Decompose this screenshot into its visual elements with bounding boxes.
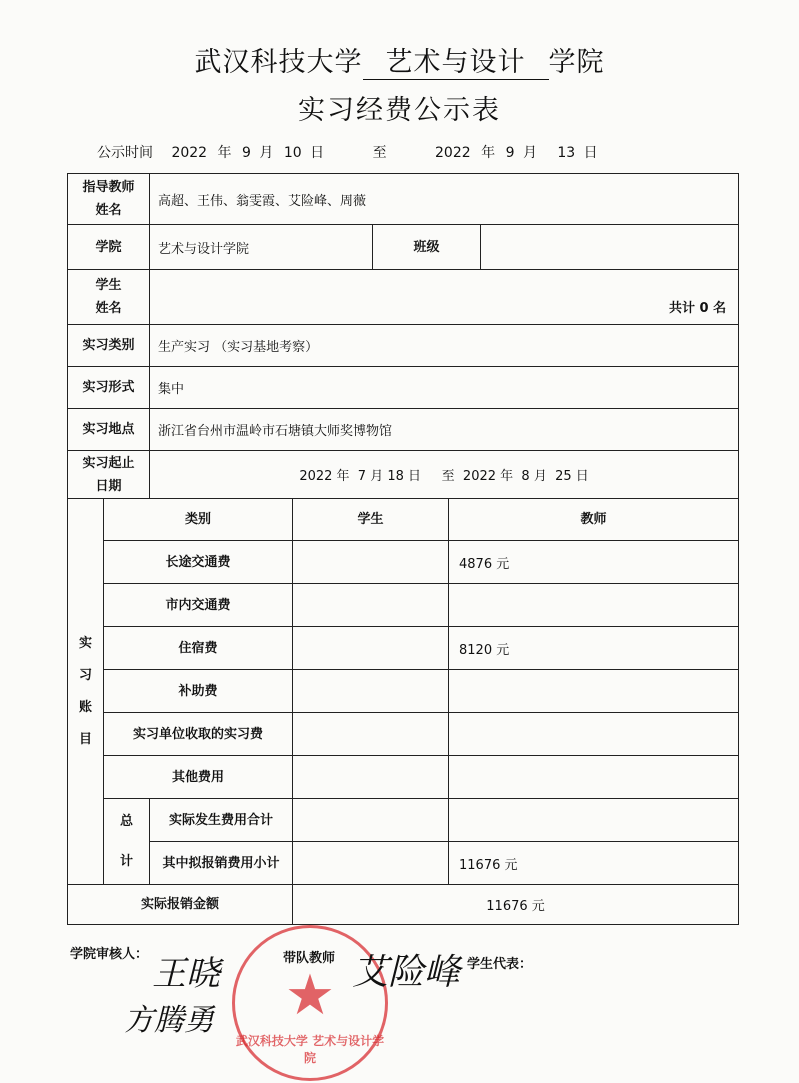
row-name-unit-fee: 实习单位收取的实习费: [104, 713, 293, 756]
row-teacher-value: [449, 670, 739, 713]
student-total: 共计 0 名: [150, 270, 739, 325]
place-label: 实习地点: [68, 409, 150, 451]
row-student-value: [293, 842, 449, 885]
leader-label: 带队教师: [283, 951, 336, 966]
side-char-2: 习: [78, 667, 92, 683]
student-row: [68, 270, 739, 325]
class-label: 班级: [373, 225, 481, 270]
row-student-value: [293, 584, 449, 627]
accounts-header-row: [68, 499, 739, 541]
table-row: [68, 670, 739, 713]
row-teacher-value: [449, 713, 739, 756]
table-row: [68, 627, 739, 670]
col-student: 学生: [293, 499, 449, 541]
dates-label-line1: 实习起止: [82, 455, 135, 471]
unit-month-2: 月: [522, 145, 537, 161]
publicity-period: [97, 142, 598, 162]
from-year: 2022: [171, 145, 208, 161]
table-row: [68, 584, 739, 627]
teacher-label: [68, 174, 150, 225]
to-day: 13: [557, 145, 576, 161]
from-month: 9: [242, 145, 251, 161]
total-side-label: [104, 799, 150, 885]
college-row: [68, 225, 739, 270]
form-row: [68, 367, 739, 409]
row-teacher-value: [449, 584, 739, 627]
leader-signature: 艾险峰: [352, 952, 461, 993]
row-name-long-distance: 长途交通费: [104, 541, 293, 584]
expense-form-table: [67, 173, 739, 925]
teacher-label-line1: 指导教师: [82, 180, 135, 195]
teacher-row: [68, 174, 739, 225]
row-student-value: [293, 627, 449, 670]
unit-year-2: 年: [481, 145, 496, 161]
row-teacher-value: 8120 元: [449, 627, 739, 670]
table-row: [68, 842, 739, 885]
to-word: 至: [372, 145, 387, 161]
student-label-line1: 学生: [95, 278, 122, 293]
side-char-3: 账: [78, 699, 92, 715]
table-row: [68, 541, 739, 584]
accounts-side-label: [68, 499, 104, 885]
to-month: 9: [505, 145, 515, 161]
type-row: [68, 325, 739, 367]
college-suffix: 学院: [548, 47, 605, 78]
to-year: 2022: [435, 145, 471, 161]
col-category: 类别: [104, 499, 293, 541]
type-label: 实习类别: [68, 325, 150, 367]
reimburse-label: 实际报销金额: [68, 885, 293, 925]
row-teacher-value: [449, 799, 739, 842]
row-student-value: [293, 541, 449, 584]
stamp-text: 武汉科技大学 艺术与设计学院: [235, 1034, 385, 1065]
total-char-2: 计: [119, 853, 133, 869]
form-title-line: [0, 40, 799, 80]
place-row: [68, 409, 739, 451]
form-title: 实习经费公示表: [298, 95, 501, 126]
from-day: 10: [283, 145, 302, 161]
college-label: 学院: [68, 225, 150, 270]
student-rep-label: 学生代表：: [467, 957, 533, 972]
unit-day: 日: [310, 145, 325, 161]
place-value: 浙江省台州市温岭市石塘镇大师奖博物馆: [150, 409, 739, 451]
auditor-label: 学院审核人：: [70, 947, 149, 962]
row-name-local-transport: 市内交通费: [104, 584, 293, 627]
dates-value: 2022 年 7 月 18 日 至 2022 年 8 月 25 日: [150, 451, 739, 499]
college-value: 艺术与设计学院: [150, 225, 373, 270]
col-teacher: 教师: [449, 499, 739, 541]
total-char-1: 总: [119, 813, 133, 829]
auditor-signature-2: 方腾勇: [124, 1003, 214, 1038]
dates-row: [68, 451, 739, 499]
unit-year: 年: [217, 145, 232, 161]
table-row: [68, 713, 739, 756]
student-label-line2: 姓名: [95, 301, 122, 316]
row-student-value: [293, 670, 449, 713]
side-char-1: 实: [78, 635, 92, 651]
dates-label: [68, 451, 150, 499]
table-row: [68, 799, 739, 842]
teacher-label-line2: 姓名: [95, 203, 122, 218]
row-name-other: 其他费用: [104, 756, 293, 799]
dates-label-line2: 日期: [95, 478, 122, 494]
class-value: [481, 225, 739, 270]
unit-day-2: 日: [583, 145, 598, 161]
row-student-value: [293, 713, 449, 756]
teacher-names: 高超、王伟、翁雯霞、艾险峰、周薇: [150, 174, 739, 225]
row-name-actual-total: 实际发生费用合计: [150, 799, 293, 842]
row-teacher-value: [449, 756, 739, 799]
row-name-subsidy: 补助费: [104, 670, 293, 713]
table-row: [68, 756, 739, 799]
college-fill: 艺术与设计: [363, 40, 549, 80]
form-label: 实习形式: [68, 367, 150, 409]
type-value: 生产实习 （实习基地考察）: [150, 325, 739, 367]
reimburse-row: [68, 885, 739, 925]
period-label: 公示时间: [97, 145, 153, 161]
row-teacher-value: 11676 元: [449, 842, 739, 885]
row-student-value: [293, 756, 449, 799]
stamp-star-icon: ★: [284, 963, 336, 1028]
auditor-signature-1: 王晓: [152, 954, 220, 994]
unit-month: 月: [259, 145, 274, 161]
side-char-4: 目: [78, 731, 92, 747]
row-name-reimburse-subtotal: 其中拟报销费用小计: [150, 842, 293, 885]
row-name-lodging: 住宿费: [104, 627, 293, 670]
form-value: 集中: [150, 367, 739, 409]
student-label: [68, 270, 150, 325]
reimburse-value: 11676 元: [293, 885, 739, 925]
row-teacher-value: 4876 元: [449, 541, 739, 584]
row-student-value: [293, 799, 449, 842]
university-name: 武汉科技大学: [194, 47, 363, 78]
